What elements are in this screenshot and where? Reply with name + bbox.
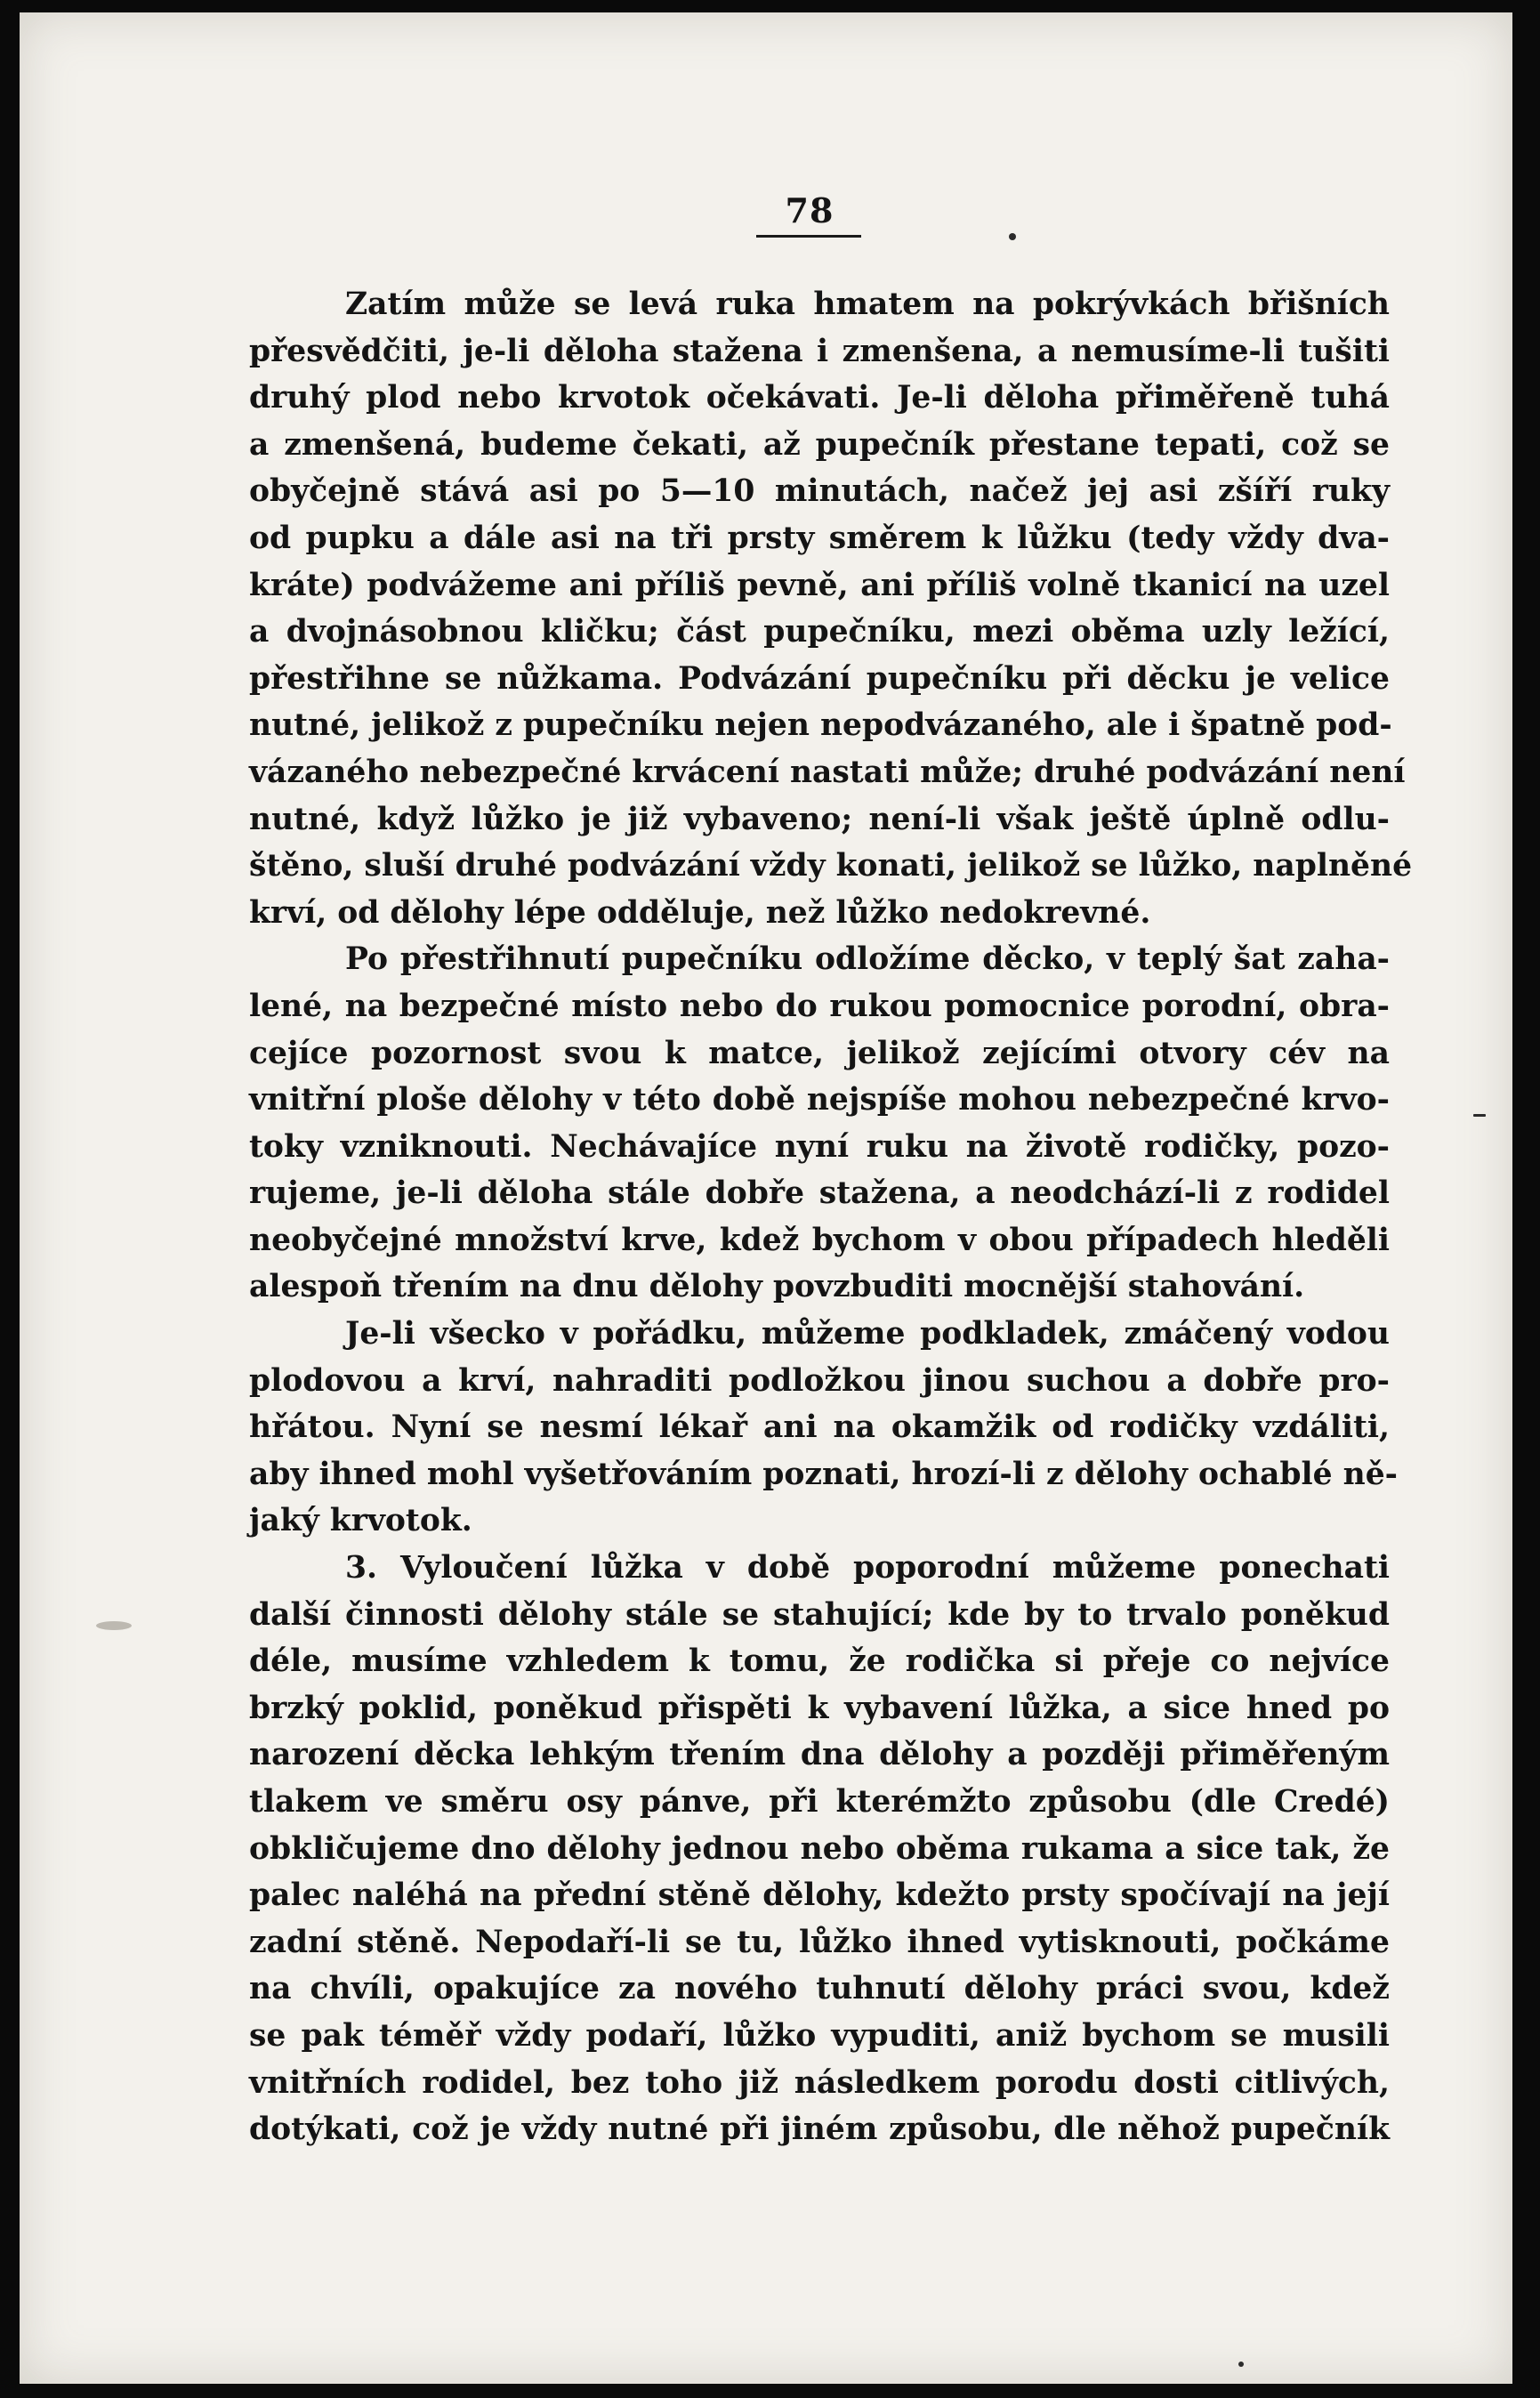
text-line: obyčejně stává asi po 5—10 minutách, načež jej asi zšíří ruky xyxy=(249,473,1390,510)
text-line: se pak téměř vždy podaří, lůžko vypuditi, aniž bychom se musili xyxy=(249,2017,1390,2054)
text-line: déle, musíme vzhledem k tomu, že rodička si přeje co nejvíce xyxy=(249,1643,1390,1680)
text-line: Po přestřihnutí pupečníku odložíme děcko, v teplý šat zaha- xyxy=(345,941,1390,978)
text-line: hřátou. Nyní se nesmí lékař ani na okamžik od rodičky vzdáliti, xyxy=(249,1409,1390,1446)
text-line: druhý plod nebo krvotok očekávati. Je-li děloha přiměřeně tuhá xyxy=(249,380,1390,416)
print-speck xyxy=(1238,2362,1244,2367)
text-line: tlakem ve směru osy pánve, při kterémžto způsobu (dle Credé) xyxy=(249,1784,1390,1820)
text-line: přestřihne se nůžkama. Podvázání pupečníku při děcku je velice xyxy=(249,660,1390,697)
text-line: neobyčejné množství krve, kdež bychom v obou případech hleděli xyxy=(249,1222,1390,1258)
paragraph-1 xyxy=(249,281,1413,936)
paragraph-3 xyxy=(249,1311,1398,1545)
print-speck xyxy=(1009,233,1016,240)
text-line: palec naléhá na přední stěně dělohy, kdežto prsty spočívají na její xyxy=(249,1877,1390,1914)
text-line: krví, od dělohy lépe odděluje, než lůžko nedokrevné. xyxy=(249,894,1151,931)
text-line: brzký poklid, poněkud přispěti k vybavení lůžka, a sice hned po xyxy=(249,1690,1390,1726)
text-line: jaký krvotok. xyxy=(249,1503,472,1539)
paragraph-2 xyxy=(249,936,1390,1311)
text-line: vázaného nebezpečné krvácení nastati může; druhé podvázání není xyxy=(249,754,1406,790)
page-number-rule xyxy=(756,235,861,238)
text-line: přesvědčiti, je-li děloha stažena i zmenšena, a nemusíme-li tušiti xyxy=(249,333,1390,369)
page-number: 78 xyxy=(785,190,835,230)
text-line: rujeme, je-li děloha stále dobře stažena, a neodchází-li z rodidel xyxy=(249,1175,1390,1212)
text-line: toky vzniknouti. Nechávajíce nyní ruku na životě rodičky, pozo- xyxy=(249,1128,1390,1165)
body-text xyxy=(249,281,1413,2153)
text-line: Je-li všecko v pořádku, můžeme podkladek, zmáčený vodou xyxy=(345,1316,1390,1352)
text-line: Zatím může se levá ruka hmatem na pokrývkách břišních xyxy=(345,287,1390,322)
paragraph-4 xyxy=(249,1545,1390,2153)
text-line: další činnosti dělohy stále se stahující; kde by to trvalo poněkud xyxy=(249,1596,1390,1633)
text-line: štěno, sluší druhé podvázání vždy konati, jelikož se lůžko, naplněné xyxy=(249,848,1413,884)
text-line: vnitřních rodidel, bez toho již následkem porodu dosti citlivých, xyxy=(249,2064,1390,2101)
text-line: na chvíli, opakujíce za nového tuhnutí dělohy práci svou, kdež xyxy=(249,1971,1390,2007)
page-number-container xyxy=(756,190,863,230)
text-line: kráte) podvážeme ani příliš pevně, ani příliš volně tkanicí na uzel xyxy=(249,567,1390,603)
text-line: a dvojnásobnou kličku; část pupečníku, mezi oběma uzly ležící, xyxy=(249,614,1390,650)
text-line: dotýkati, což je vždy nutné při jiném způsobu, dle něhož pupečník xyxy=(249,2111,1390,2148)
book-page xyxy=(20,12,1512,2384)
text-line: zadní stěně. Nepodaří-li se tu, lůžko ihned vytisknouti, počkáme xyxy=(249,1924,1390,1960)
text-line: a zmenšená, budeme čekati, až pupečník přestane tepati, což se xyxy=(249,426,1390,463)
text-line: alespoň třením na dnu dělohy povzbuditi mocnější stahování. xyxy=(249,1269,1305,1305)
text-line: plodovou a krví, nahraditi podložkou jinou suchou a dobře pro- xyxy=(249,1362,1390,1399)
text-line: obkličujeme dno dělohy jednou nebo oběma rukama a sice tak, že xyxy=(249,1830,1390,1867)
print-speck xyxy=(96,1621,132,1630)
text-line: nutné, jelikož z pupečníku nejen nepodvázaného, ale i špatně pod- xyxy=(249,707,1392,744)
text-line: 3. Vyloučení lůžka v době poporodní můžeme ponechati xyxy=(345,1550,1390,1587)
text-line: narození děcka lehkým třením dna dělohy a později přiměřeným xyxy=(249,1737,1390,1773)
text-line: vnitřní ploše dělohy v této době nejspíše mohou nebezpečné krvo- xyxy=(249,1082,1390,1118)
print-speck xyxy=(1473,1114,1486,1117)
text-line: aby ihned mohl vyšetřováním poznati, hrozí-li z dělohy ochablé ně- xyxy=(249,1456,1398,1492)
text-line: cejíce pozornost svou k matce, jelikož zejícími otvory cév na xyxy=(249,1035,1390,1071)
text-line: lené, na bezpečné místo nebo do rukou pomocnice porodní, obra- xyxy=(249,988,1390,1024)
text-line: od pupku a dále asi na tři prsty směrem k lůžku (tedy vždy dva- xyxy=(249,520,1390,556)
text-line: nutné, když lůžko je již vybaveno; není-li však ještě úplně odlu- xyxy=(249,801,1390,837)
